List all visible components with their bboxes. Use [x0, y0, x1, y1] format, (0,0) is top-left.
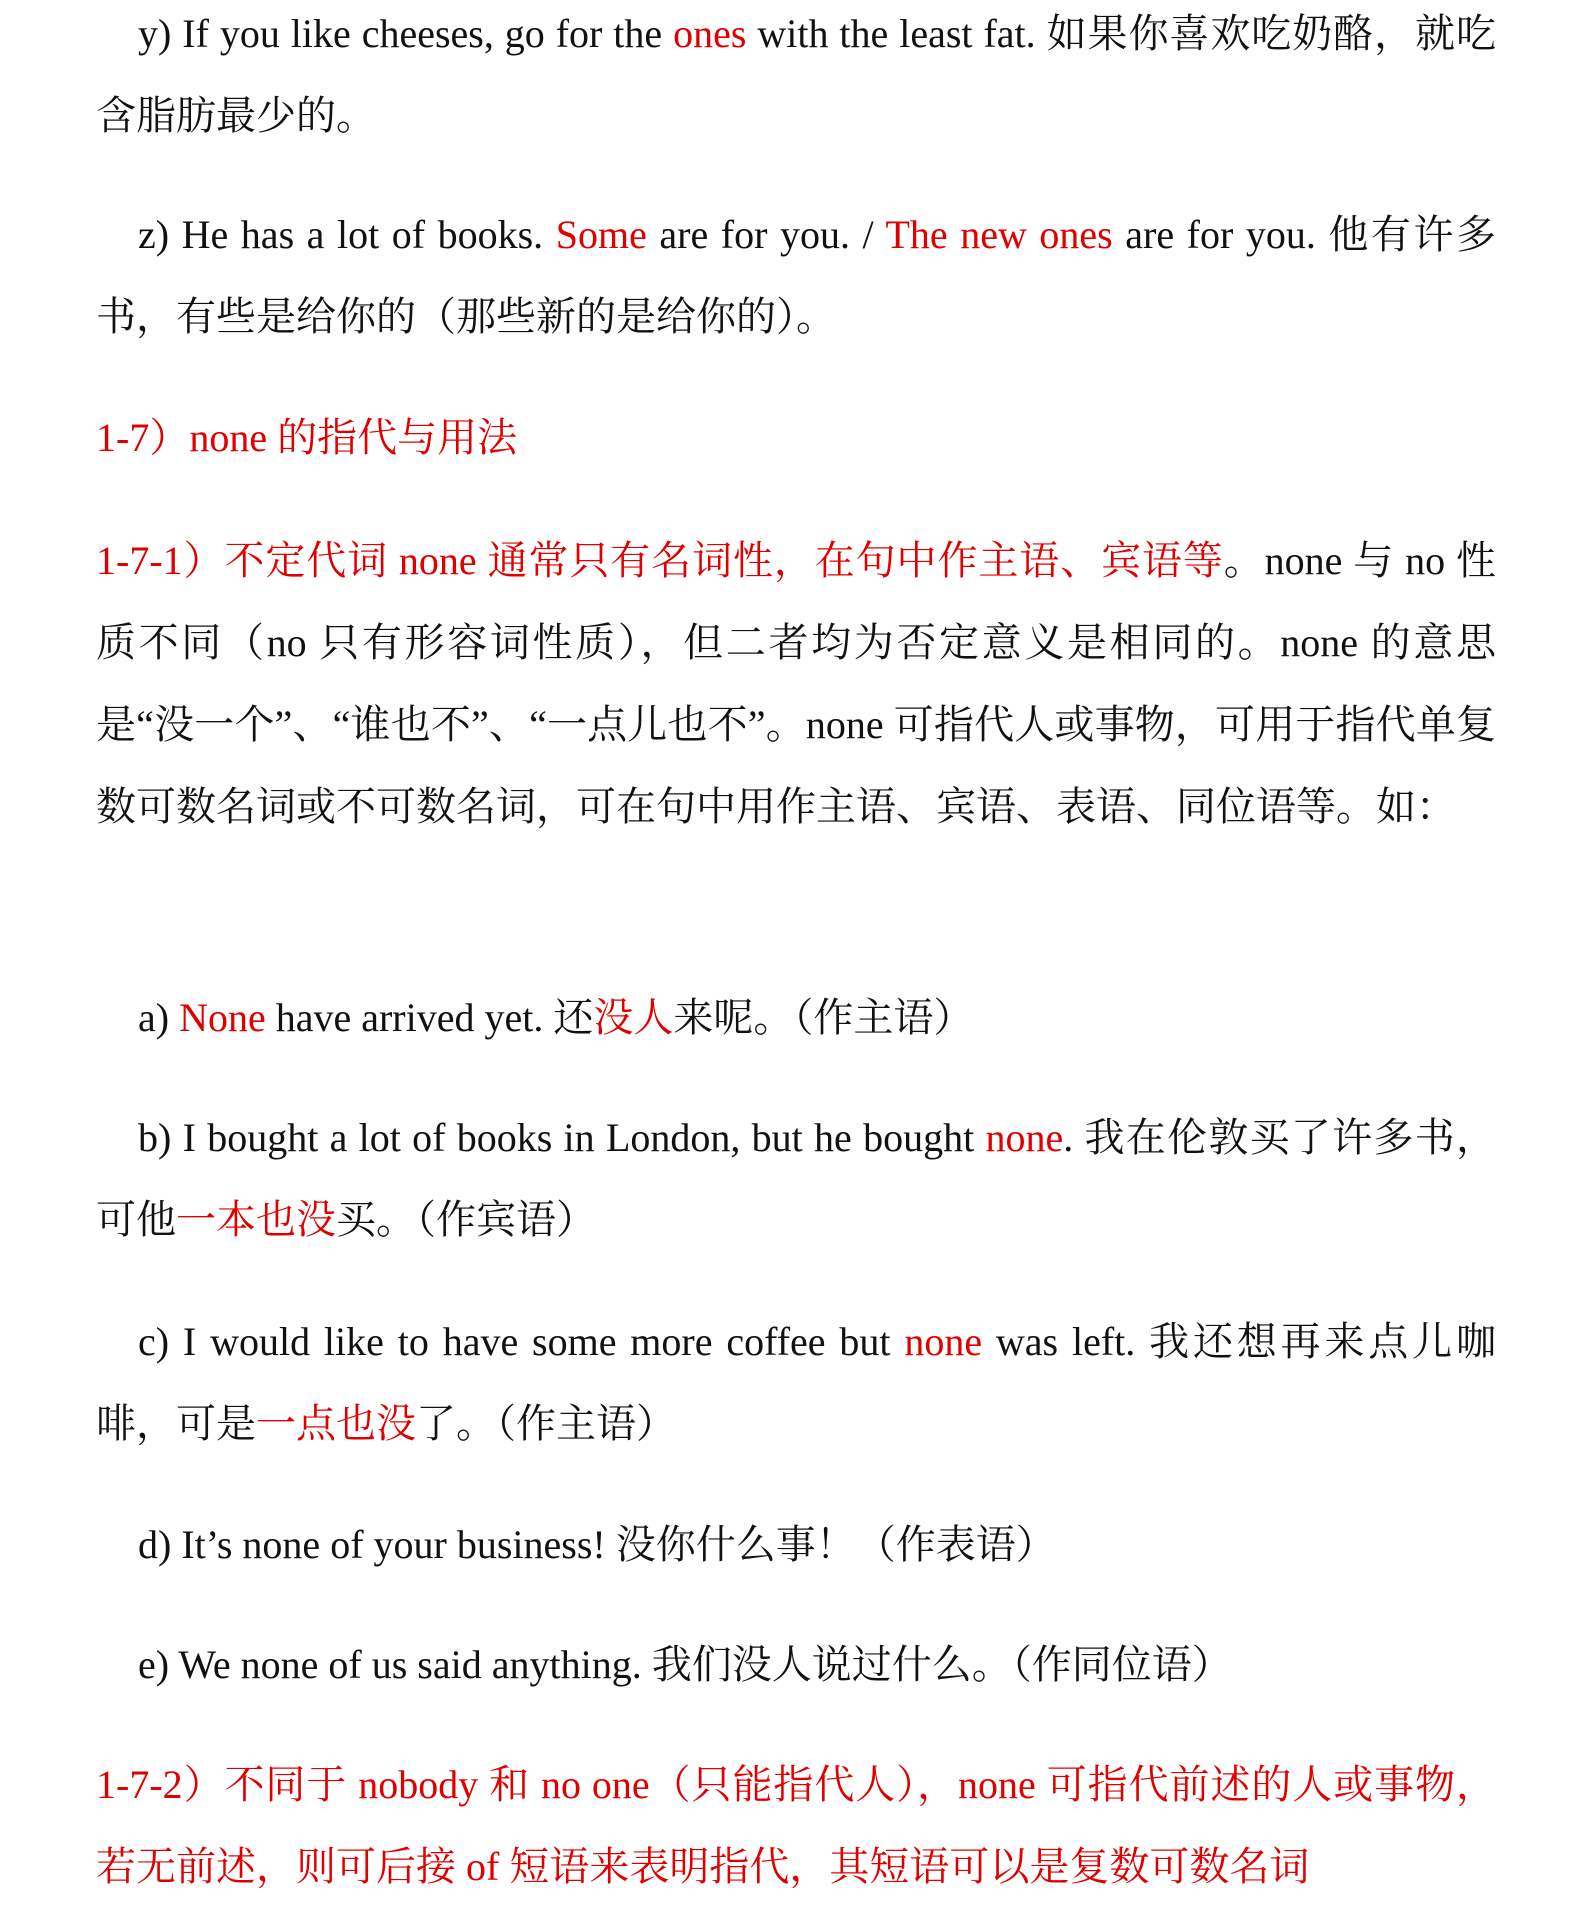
text-segment: was left. 我还想再来点儿咖啡，可是 — [96, 1319, 1496, 1446]
example-a — [96, 977, 1496, 1059]
highlight-segment: ones — [673, 11, 747, 56]
text-segment: a) — [138, 995, 180, 1040]
text-segment: d) It’s none of your business! 没你什么事！（作表语） — [138, 1522, 1056, 1567]
section-1-7-1 — [96, 520, 1496, 848]
text-segment: 买。（作宾语） — [336, 1197, 596, 1242]
text-segment: 来呢。（作主语） — [673, 995, 974, 1040]
text-segment: with the least fat. 如果你喜欢吃奶酪，就吃含脂肪最少的。 — [96, 11, 1496, 138]
example-b — [96, 1097, 1496, 1261]
text-segment: are for you. / — [646, 212, 886, 257]
example-y — [96, 0, 1496, 157]
text-segment: have arrived yet. 还 — [265, 995, 594, 1040]
text-segment: . 我在伦敦买了许多书，可他 — [96, 1115, 1496, 1242]
section-1-7-2 — [96, 1744, 1496, 1908]
example-e — [96, 1624, 1496, 1706]
example-z — [96, 194, 1496, 358]
highlight-segment: The new ones — [885, 212, 1113, 257]
text-segment: are for you. 他有许多书，有些是给你的（那些新的是给你的）。 — [96, 212, 1496, 339]
text-segment: b) I bought a lot of books in London, but he bought — [138, 1115, 986, 1160]
highlight-segment: 1-7-2）不同于 nobody 和 no one（只能指代人），none 可指代前述的人或事物，若无前述，则可后接 of 短语来表明指代，其短语可以是复数可数名词 — [96, 1762, 1496, 1889]
highlight-segment: 1-7-1）不定代词 none 通常只有名词性，在句中作主语、宾语等 — [96, 538, 1224, 583]
highlight-segment: none — [985, 1115, 1064, 1160]
text-segment: y) If you like cheeses, go for the — [138, 11, 674, 56]
highlight-segment: Some — [555, 212, 647, 257]
highlight-segment: none — [904, 1319, 983, 1364]
text-segment: c) I would like to have some more coffee but — [138, 1319, 905, 1364]
example-d — [96, 1504, 1496, 1586]
text-segment: 了。（作主语） — [416, 1401, 676, 1446]
section-heading-1-7 — [96, 397, 1496, 479]
text-segment: e) We none of us said anything. 我们没人说过什么。（作同位语） — [138, 1642, 1232, 1687]
highlight-segment: 没人 — [593, 995, 674, 1040]
highlight-segment: None — [179, 995, 266, 1040]
highlight-segment: 一本也没 — [176, 1197, 336, 1242]
text-segment: 。none 与 no 性质不同（no 只有形容词性质），但二者均为否定意义是相同的。none 的意思是“没一个”、“谁也不”、“一点儿也不”。none 可指代人或事物，可用于指代单复数可数名词或不可数名词，可在句中用作主语、宾语、表语、同位语等。如： — [96, 538, 1496, 829]
highlight-segment: 一点也没 — [256, 1401, 416, 1446]
text-segment: z) He has a lot of books. — [138, 212, 556, 257]
heading-text: 1-7）none 的指代与用法 — [96, 415, 518, 460]
example-c — [96, 1301, 1496, 1465]
